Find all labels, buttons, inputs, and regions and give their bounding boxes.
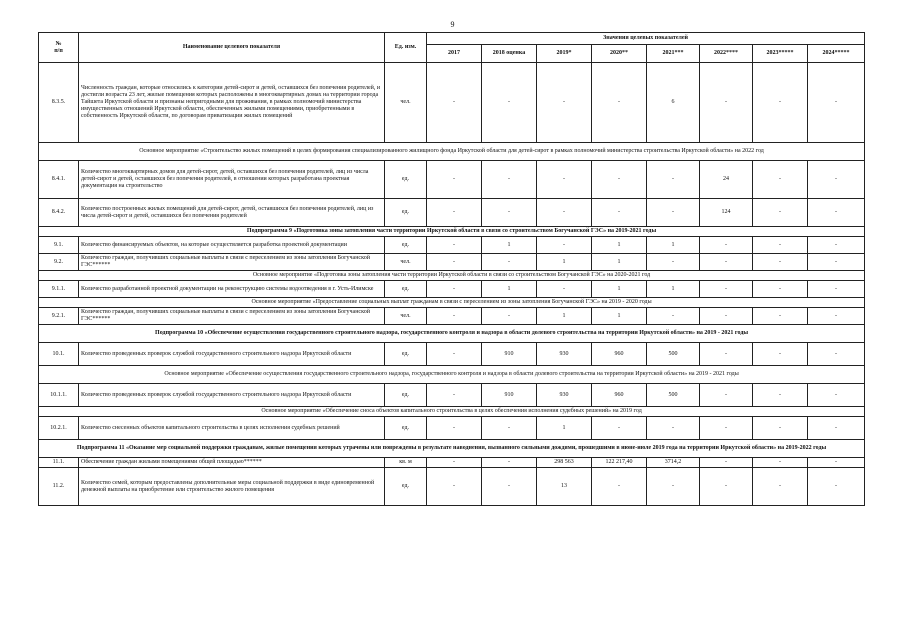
value-cell: - (482, 417, 537, 440)
value-cell: - (427, 161, 482, 199)
row-number: 10.2.1. (39, 417, 79, 440)
value-cell: - (753, 199, 808, 227)
target-indicators-table (38, 32, 865, 506)
table-row (39, 63, 865, 143)
value-cell: 500 (647, 343, 700, 366)
value-cell: - (700, 308, 753, 325)
value-cell: 298 563 (537, 458, 592, 468)
unit-cell: ед. (385, 281, 427, 298)
value-cell: - (537, 199, 592, 227)
indicator-name: Количество разработанной проектной документации на реконструкцию системы водоотведения в г. Усть-Илимске (79, 281, 385, 298)
indicator-name: Количество многоквартирных домов для детей-сирот, детей, оставшихся без попечения родителей, лиц из числа детей-сирот и детей, оставшихся без попечения родителей, в отношении которых разработана проектная документация на строительство (79, 161, 385, 199)
value-cell: 3714,2 (647, 458, 700, 468)
value-cell: - (700, 281, 753, 298)
value-cell: - (808, 63, 865, 143)
value-cell: 1 (592, 254, 647, 271)
value-cell: - (808, 199, 865, 227)
value-cell: - (700, 237, 753, 254)
value-cell: - (482, 308, 537, 325)
value-cell: - (700, 468, 753, 506)
value-cell: - (482, 63, 537, 143)
indicator-name: Обеспечение граждан жилыми помещениями общей площадью****** (79, 458, 385, 468)
unit-cell: ед. (385, 417, 427, 440)
header-year: 2018 оценка (482, 45, 537, 63)
value-cell: - (427, 468, 482, 506)
value-cell: 1 (592, 237, 647, 254)
value-cell: - (647, 199, 700, 227)
value-cell: - (753, 343, 808, 366)
value-cell: - (700, 63, 753, 143)
indicator-name: Количество семей, которым предоставлены дополнительные меры социальной поддержки в виде единовременной денежной выплаты на приобретение или строительство жилого помещения (79, 468, 385, 506)
indicator-name: Численность граждан, которые относились к категории детей-сирот и детей, оставшихся без попечения родителей, и достигли возраста 23 лет, жилые помещения которых расположены в многоквартирных домах на территории города Тайшета Иркутской области и признаны непригодными для проживания, в рамках полномочий министерства имущественных отношений Иркутской области, обеспеченных жилыми помещениями, приобретенными в собственность Иркутской области, по договорам приватизации жилых помещений (79, 63, 385, 143)
header-name: Наименование целевого показателя (79, 33, 385, 63)
table-row (39, 468, 865, 506)
value-cell: 24 (700, 161, 753, 199)
value-cell: - (753, 254, 808, 271)
unit-cell: ед. (385, 161, 427, 199)
row-number: 8.4.2. (39, 199, 79, 227)
table-row (39, 254, 865, 271)
header-year: 2023***** (753, 45, 808, 63)
value-cell: - (427, 237, 482, 254)
value-cell: - (647, 308, 700, 325)
value-cell: - (592, 468, 647, 506)
main-event-row (39, 366, 865, 384)
header-year: 2019* (537, 45, 592, 63)
subprogram-title: Подпрограмма 10 «Обеспечение осуществления государственного строительного надзора, государственного контроля и надзора в области долевого строительства на территории Иркутской области» на 2019 - 2021 годы (39, 325, 865, 343)
main-event-title: Основное мероприятие «Обеспечение осуществления государственного строительного надзора, государственного контроля и надзора в области долевого строительства на территории Иркутской области» на 2019 - 2021 годы (39, 366, 865, 384)
value-cell: - (427, 458, 482, 468)
value-cell: 1 (592, 308, 647, 325)
row-number: 9.1. (39, 237, 79, 254)
value-cell: - (808, 254, 865, 271)
subprogram-row (39, 325, 865, 343)
table-row (39, 417, 865, 440)
value-cell: 1 (647, 281, 700, 298)
value-cell: - (592, 199, 647, 227)
indicator-name: Количество финансируемых объектов, на которые осуществляется разработка проектной документации (79, 237, 385, 254)
value-cell: - (537, 161, 592, 199)
value-cell: - (427, 417, 482, 440)
table-row (39, 199, 865, 227)
value-cell: 13 (537, 468, 592, 506)
subprogram-row (39, 440, 865, 458)
value-cell: - (647, 417, 700, 440)
unit-cell: ед. (385, 237, 427, 254)
value-cell: - (482, 199, 537, 227)
value-cell: - (753, 417, 808, 440)
value-cell: 6 (647, 63, 700, 143)
row-number: 11.1. (39, 458, 79, 468)
value-cell: 960 (592, 343, 647, 366)
indicator-name: Количество граждан, получивших социальные выплаты в связи с переселением из зоны затопления Богучанской ГЭС****** (79, 254, 385, 271)
row-number: 11.2. (39, 468, 79, 506)
value-cell: - (808, 417, 865, 440)
value-cell: - (808, 468, 865, 506)
value-cell: - (808, 343, 865, 366)
value-cell: - (808, 384, 865, 407)
value-cell: - (427, 308, 482, 325)
value-cell: - (700, 417, 753, 440)
value-cell: - (482, 468, 537, 506)
value-cell: - (427, 384, 482, 407)
value-cell: 960 (592, 384, 647, 407)
header-unit: Ед. изм. (385, 33, 427, 63)
unit-cell: ед. (385, 343, 427, 366)
value-cell: 910 (482, 343, 537, 366)
unit-cell: чел. (385, 254, 427, 271)
value-cell: - (700, 343, 753, 366)
indicator-name: Количество граждан, получивших социальные выплаты в связи с переселением из зоны затопления Богучанской ГЭС****** (79, 308, 385, 325)
table-row (39, 161, 865, 199)
value-cell: 1 (537, 254, 592, 271)
main-event-title: Основное мероприятие «Подготовка зоны затопления части территории Иркутской области в связи со строительством Богучанской ГЭС» на 2020-2021 год (39, 271, 865, 281)
value-cell: - (808, 237, 865, 254)
main-event-row (39, 407, 865, 417)
value-cell: 500 (647, 384, 700, 407)
value-cell: - (537, 237, 592, 254)
unit-cell: кв. м (385, 458, 427, 468)
indicator-name: Количество снесенных объектов капитального строительства в целях исполнения судебных решений (79, 417, 385, 440)
unit-cell: ед. (385, 468, 427, 506)
table-row (39, 458, 865, 468)
value-cell: - (808, 458, 865, 468)
value-cell: - (753, 384, 808, 407)
row-number: 9.2. (39, 254, 79, 271)
table-row (39, 308, 865, 325)
value-cell: - (808, 281, 865, 298)
subprogram-title: Подпрограмма 11 «Оказание мер социальной поддержки гражданам, жилые помещения которых утрачены или повреждены в результате наводнения, вызванного сильными дождями, прошедшими в июне-июле 2019 года на территории Иркутской области» на 2019-2022 годы (39, 440, 865, 458)
indicator-name: Количество проведенных проверок службой государственного строительного надзора Иркутской области (79, 384, 385, 407)
value-cell: 910 (482, 384, 537, 407)
subprogram-title: Подпрограмма 9 «Подготовка зоны затопления части территории Иркутской области в связи со строительством Богучанской ГЭС» на 2019-2021 годы (39, 227, 865, 237)
value-cell: 1 (647, 237, 700, 254)
value-cell: - (700, 254, 753, 271)
header-year: 2020** (592, 45, 647, 63)
value-cell: 1 (537, 417, 592, 440)
value-cell: - (427, 254, 482, 271)
header-year: 2017 (427, 45, 482, 63)
value-cell: - (700, 458, 753, 468)
value-cell: - (647, 468, 700, 506)
value-cell: - (537, 281, 592, 298)
value-cell: 1 (482, 237, 537, 254)
value-cell: - (700, 384, 753, 407)
value-cell: - (427, 199, 482, 227)
unit-cell: ед. (385, 199, 427, 227)
value-cell: - (647, 254, 700, 271)
value-cell: - (753, 281, 808, 298)
value-cell: - (592, 161, 647, 199)
page-number: 9 (450, 20, 455, 29)
value-cell: 122 217,40 (592, 458, 647, 468)
table-row (39, 237, 865, 254)
value-cell: 124 (700, 199, 753, 227)
row-number: 8.4.1. (39, 161, 79, 199)
value-cell: - (482, 161, 537, 199)
table-row (39, 384, 865, 407)
indicator-name: Количество проведенных проверок службой государственного строительного надзора Иркутской области (79, 343, 385, 366)
main-event-row (39, 298, 865, 308)
row-number: 9.1.1. (39, 281, 79, 298)
value-cell: 1 (537, 308, 592, 325)
value-cell: - (808, 308, 865, 325)
header-num: № п/п (39, 33, 79, 63)
main-event-title: Основное мероприятие «Строительство жилых помещений в целях формирования специализированного жилищного фонда Иркутской области для детей-сирот в рамках полномочий министерства строительства Иркутской области» на 2022 год (39, 143, 865, 161)
table-row (39, 343, 865, 366)
value-cell: 930 (537, 343, 592, 366)
value-cell: - (537, 63, 592, 143)
value-cell: - (753, 161, 808, 199)
value-cell: - (753, 63, 808, 143)
value-cell: - (753, 237, 808, 254)
value-cell: - (427, 281, 482, 298)
value-cell: - (647, 161, 700, 199)
value-cell: 1 (592, 281, 647, 298)
unit-cell: чел. (385, 308, 427, 325)
value-cell: 1 (482, 281, 537, 298)
value-cell: - (753, 308, 808, 325)
row-number: 10.1. (39, 343, 79, 366)
row-number: 9.2.1. (39, 308, 79, 325)
header-values-title: Значения целевых показателей (427, 33, 865, 45)
header-year: 2022**** (700, 45, 753, 63)
subprogram-row (39, 227, 865, 237)
value-cell: - (808, 161, 865, 199)
value-cell: - (592, 63, 647, 143)
main-event-row (39, 271, 865, 281)
table-row (39, 281, 865, 298)
value-cell: - (427, 343, 482, 366)
value-cell: - (592, 417, 647, 440)
unit-cell: ед. (385, 384, 427, 407)
header-year: 2021*** (647, 45, 700, 63)
value-cell: - (753, 458, 808, 468)
value-cell: 930 (537, 384, 592, 407)
value-cell: - (482, 254, 537, 271)
indicator-name: Количество построенных жилых помещений для детей-сирот, детей, оставшихся без попечения родителей, лиц из числа детей-сирот и детей, оставшихся без попечения родителей (79, 199, 385, 227)
row-number: 10.1.1. (39, 384, 79, 407)
value-cell: - (427, 63, 482, 143)
value-cell: - (482, 458, 537, 468)
header-year: 2024***** (808, 45, 865, 63)
unit-cell: чел. (385, 63, 427, 143)
main-event-title: Основное мероприятие «Предоставление социальных выплат гражданам в связи с переселением из зоны затопления Богучанской ГЭС» на 2019 - 2020 годы (39, 298, 865, 308)
value-cell: - (753, 468, 808, 506)
main-event-row (39, 143, 865, 161)
row-number: 8.3.5. (39, 63, 79, 143)
main-event-title: Основное мероприятие «Обеспечение сноса объектов капитального строительства в целях обеспечения исполнения судебных решений» на 2019 год (39, 407, 865, 417)
